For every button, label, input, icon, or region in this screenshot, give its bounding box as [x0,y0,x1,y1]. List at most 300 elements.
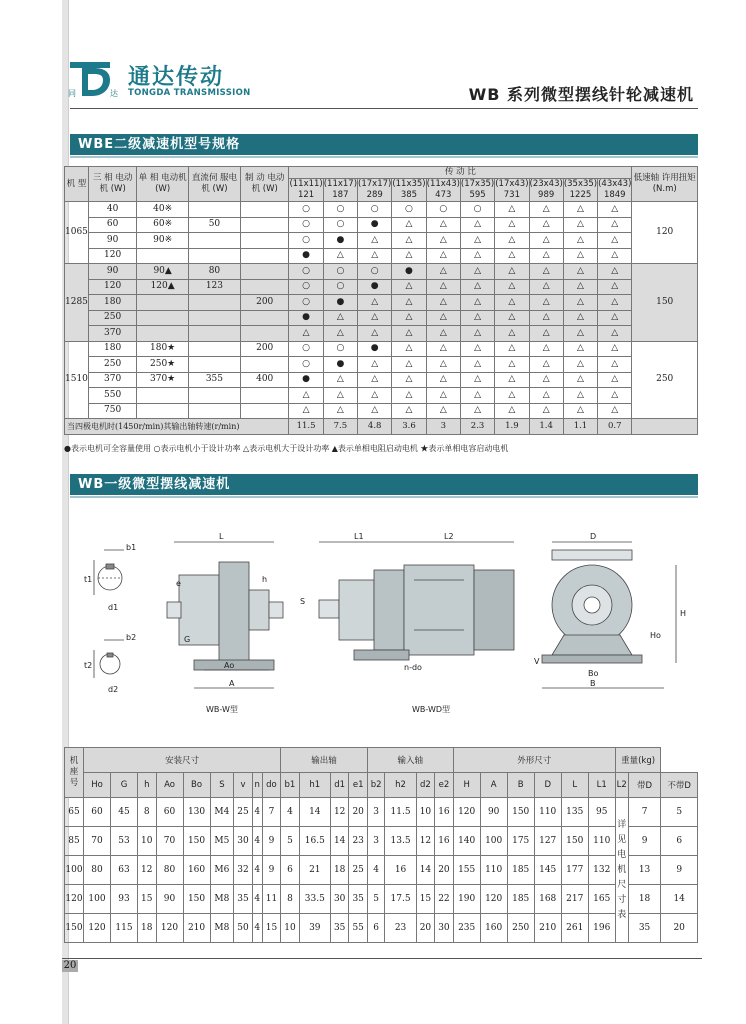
footer-divider [62,958,702,959]
col-header: h [138,773,156,798]
ratio-mark: △ [529,217,563,233]
motor-dc-cell: 50 [188,217,240,233]
dim-cell: 210 [534,914,561,943]
torque-cell: 250 [632,341,698,419]
speed-value: 4.8 [358,419,392,435]
ratio-mark: △ [598,326,632,342]
dim-cell: 168 [534,885,561,914]
hdr-outline: 外形尺寸 [453,748,615,773]
dim-cell: 210 [183,914,210,943]
ratio-mark: △ [426,372,460,388]
dim-B: B [590,679,596,688]
ratio-mark: △ [392,403,426,419]
motor-three-cell: 180 [88,341,136,357]
dim-Ao: Ao [224,661,235,670]
ratio-pair: (17x17) [358,179,392,189]
dim-cell: 14 [416,856,434,885]
dim-cell: 63 [111,856,138,885]
motor-brake-cell: 200 [240,295,288,311]
ratio-mark: △ [495,372,529,388]
dim-cell: 196 [588,914,615,943]
section-title-wb: WB一级微型摆线减速机 [70,474,698,495]
dim-cell: 120 [453,798,480,827]
motor-three-cell: 250 [88,310,136,326]
dim-d1: d1 [108,603,119,612]
spec-row [65,217,698,233]
hdr-ratio-group: 传 动 比 [289,167,632,179]
ratio-mark: △ [358,295,392,311]
ratio-mark: △ [529,279,563,295]
dim-cell: 190 [453,885,480,914]
dim-t2: t2 [84,661,93,670]
ratio-pair: (11x11) [289,179,323,189]
ratio-value: 473 [435,190,452,200]
speed-value: 3 [426,419,460,435]
dim-cell: 20 [416,914,434,943]
dim-cell: 235 [453,914,480,943]
ratio-mark: ● [392,264,426,280]
ratio-mark: △ [426,403,460,419]
dim-L: L [219,532,224,541]
motor-dc-cell [188,310,240,326]
dim-cell: 70 [84,827,111,856]
dim-cell: 14 [299,798,330,827]
ratio-mark: △ [598,217,632,233]
ratio-mark: ● [323,295,357,311]
ratio-mark: ● [289,372,323,388]
dim-cell: 60 [84,798,111,827]
spec-row [65,310,698,326]
dim-e: e [176,579,181,588]
dim-cell: 45 [111,798,138,827]
dim-cell: 135 [561,798,588,827]
ratio-mark: △ [495,264,529,280]
ratio-mark: ○ [289,279,323,295]
motor-single-cell [137,248,189,264]
motor-three-cell: 370 [88,372,136,388]
ratio-value: 1225 [569,190,592,200]
ratio-mark: △ [358,403,392,419]
col-header: A [480,773,507,798]
ratio-mark: △ [529,326,563,342]
speed-value: 7.5 [323,419,357,435]
ratio-mark: △ [426,295,460,311]
col-header: d1 [330,773,348,798]
ratio-mark: △ [426,279,460,295]
speed-value: 0.7 [598,419,632,435]
dim-cell: 80 [84,856,111,885]
ratio-mark: △ [426,264,460,280]
wb-w-body [219,562,249,662]
dim-cell: 177 [561,856,588,885]
motor-brake-cell [240,248,288,264]
spec-row [65,233,698,249]
frame-cell: 100 [65,856,84,885]
motor-three-cell: 370 [88,326,136,342]
dim-cell: 15 [416,885,434,914]
col-header: b1 [281,773,299,798]
motor-three-cell: 180 [88,295,136,311]
motor-brake-cell [240,202,288,218]
motor-three-cell: 750 [88,403,136,419]
ratio-mark: △ [598,388,632,404]
ratio-mark: △ [358,388,392,404]
ratio-mark: △ [563,372,597,388]
motor-dc-cell [188,388,240,404]
dim-cell: 35 [349,885,367,914]
ratio-mark: △ [529,310,563,326]
ratio-mark: △ [598,403,632,419]
ratio-mark: △ [495,217,529,233]
ratio-mark: △ [289,388,323,404]
ratio-mark: ○ [289,357,323,373]
dim-cell: 120 [84,914,111,943]
dim-cell: 5 [281,827,299,856]
ratio-mark: △ [563,202,597,218]
ratio-mark: △ [358,233,392,249]
ratio-mark: △ [529,202,563,218]
spec-row [65,403,698,419]
motor-single-cell: 90▲ [137,264,189,280]
ratio-value: 595 [469,190,486,200]
ratio-mark: ● [358,279,392,295]
ratio-mark: ● [323,357,357,373]
motor-brake-cell [240,264,288,280]
dim-cell: 9 [628,827,661,856]
dim-cell: 11.5 [385,798,416,827]
dim-cell: 12 [330,798,348,827]
hdr-model: 机 型 [65,167,89,202]
frame-cell: 85 [65,827,84,856]
dim-Bo: Bo [588,669,599,678]
motor-brake-cell: 400 [240,372,288,388]
model-cell: 1510 [65,341,89,419]
dim-b1: b1 [126,543,137,552]
col-header: S [210,773,234,798]
dim-cell: 35 [628,914,661,943]
page-title: WB 系列微型摆线针轮减速机 [468,85,694,104]
dim-cell: 20 [435,856,453,885]
dim-cell: 6 [367,914,385,943]
ratio-mark: △ [495,341,529,357]
dim-cell: 175 [507,827,534,856]
motor-three-cell: 40 [88,202,136,218]
logo-text-right: 达 [110,89,118,98]
ratio-mark: ○ [289,341,323,357]
ratio-mark: △ [495,279,529,295]
motor-brake-cell [240,357,288,373]
dim-row [65,885,698,914]
ratio-mark: △ [563,248,597,264]
motor-dc-cell [188,248,240,264]
caption-wb-wd: WB-WD型 [412,705,451,714]
motor-dc-cell [188,357,240,373]
dim-cell: 23 [349,827,367,856]
frame-cell: 65 [65,798,84,827]
dim-cell: 35 [330,914,348,943]
ratio-mark: △ [529,233,563,249]
ratio-mark: △ [563,233,597,249]
hdr-dc-servo: 直流伺 服电机 (W) [188,167,240,202]
ratio-mark: △ [289,326,323,342]
dim-cell: 70 [156,827,183,856]
motor-three-cell: 550 [88,388,136,404]
page-number: 20 [63,960,77,971]
model-cell: 1285 [65,264,89,342]
ratio-mark: △ [529,403,563,419]
speed-blank [632,419,698,435]
ratio-mark: △ [392,372,426,388]
dim-cell: 4 [252,798,262,827]
dim-cell: 120 [480,885,507,914]
col-header: Ao [156,773,183,798]
ratio-mark: △ [392,295,426,311]
ratio-mark: △ [358,326,392,342]
dim-cell: 4 [252,856,262,885]
speed-label: 当四极电机时(1450r/min)其输出轴转速(r/min) [65,419,289,435]
dim-cell: 217 [561,885,588,914]
wbe-spec-table [64,166,698,435]
col-header: 带D [628,773,661,798]
dim-cell: 110 [588,827,615,856]
motor-dc-cell [188,202,240,218]
ratio-mark: △ [289,403,323,419]
ratio-mark: △ [392,357,426,373]
dim-cell: 150 [561,827,588,856]
ratio-mark: △ [323,310,357,326]
hdr-ratio [323,179,357,202]
ratio-mark: ● [289,310,323,326]
speed-value: 3.6 [392,419,426,435]
hdr-install: 安装尺寸 [84,748,281,773]
ratio-mark: △ [495,326,529,342]
col-header: Bo [183,773,210,798]
logo-text-left: 同 [68,89,76,98]
dim-t1: t1 [84,575,93,584]
motor-three-cell: 120 [88,279,136,295]
ratio-mark: △ [563,295,597,311]
spec-row [65,388,698,404]
dim-cell: 16 [385,856,416,885]
dim-cell: 160 [183,856,210,885]
dim-cell: 4 [281,798,299,827]
dim-cell: 15 [262,914,280,943]
spec-row [65,248,698,264]
motor-dc-cell [188,403,240,419]
ratio-mark: △ [323,326,357,342]
motor-three-cell: 120 [88,248,136,264]
ratio-mark: △ [426,341,460,357]
ratio-mark: △ [529,341,563,357]
model-cell: 1065 [65,202,89,264]
ratio-mark: △ [495,388,529,404]
dim-cell: 95 [588,798,615,827]
col-header: e1 [349,773,367,798]
section-title-wbe: WBE二级减速机型号规格 [70,134,698,155]
col-header: B [507,773,534,798]
torque-cell: 150 [632,264,698,342]
dim-cell: 18 [138,914,156,943]
dim-cell: 16 [435,798,453,827]
ratio-mark: △ [460,388,494,404]
dim-cell: 165 [588,885,615,914]
motor-dc-cell: 123 [188,279,240,295]
col-header: n [252,773,262,798]
ratio-mark: ○ [289,217,323,233]
dim-cell: 35 [234,885,252,914]
motor-brake-cell [240,403,288,419]
hdr-ratio [529,179,563,202]
hdr-output-shaft: 输出轴 [281,748,368,773]
dim-cell: M8 [210,914,234,943]
ratio-mark: △ [358,357,392,373]
dim-cell: 10 [138,827,156,856]
hdr-single-phase: 单 相 电动机 (W) [137,167,189,202]
speed-value: 2.3 [460,419,494,435]
col-header: h2 [385,773,416,798]
ratio-mark: ○ [323,264,357,280]
ratio-pair: (43x43) [598,179,632,189]
wb-wd-reducer [339,580,374,640]
spec-row [65,326,698,342]
col-header: 不带D [661,773,698,798]
header-divider [70,108,698,109]
dim-L2: L2 [444,532,454,541]
dim-row [65,914,698,943]
dim-G: G [184,635,191,644]
dim-cell: 155 [453,856,480,885]
motor-brake-cell [240,279,288,295]
dim-D: D [590,532,597,541]
speed-row [65,419,698,435]
dim-cell: 60 [156,798,183,827]
speed-value: 11.5 [289,419,323,435]
col-header: L [561,773,588,798]
ratio-mark: △ [495,310,529,326]
ratio-mark: △ [598,264,632,280]
dim-V: V [534,657,540,666]
dim-cell: 145 [534,856,561,885]
dim-cell: 10 [416,798,434,827]
ratio-mark: ○ [426,202,460,218]
ratio-mark: △ [358,310,392,326]
ratio-mark: △ [529,372,563,388]
dim-row [65,856,698,885]
ratio-mark: ○ [289,233,323,249]
ratio-mark: △ [358,248,392,264]
col-header: do [262,773,280,798]
dim-cell: 21 [299,856,330,885]
dim-cell: 16.5 [299,827,330,856]
ratio-mark: △ [598,295,632,311]
dim-cell: 8 [281,885,299,914]
frame-cell: 120 [65,885,84,914]
dim-cell: 18 [628,885,661,914]
dim-cell: 115 [111,914,138,943]
ratio-mark: △ [392,341,426,357]
ratio-mark: ● [289,248,323,264]
hdr-ratio [598,179,632,202]
dim-row [65,827,698,856]
ratio-mark: △ [529,357,563,373]
dim-cell: 7 [628,798,661,827]
dim-cell: 93 [111,885,138,914]
motor-single-cell [137,310,189,326]
dim-cell: 132 [588,856,615,885]
ratio-mark: ○ [358,264,392,280]
dim-cell: 14 [330,827,348,856]
dim-cell: 9 [661,856,698,885]
dim-cell: 25 [234,798,252,827]
dim-cell: 25 [349,856,367,885]
ratio-mark: △ [460,341,494,357]
ratio-value: 1849 [603,190,626,200]
ratio-mark: △ [323,248,357,264]
ratio-mark: △ [563,264,597,280]
wb-wd-motor [474,570,514,650]
dim-cell: 13 [628,856,661,885]
caption-wb-w: WB-W型 [206,705,238,714]
spec-row [65,357,698,373]
ratio-mark: △ [358,372,392,388]
ratio-mark: ○ [289,202,323,218]
dim-b2: b2 [126,633,137,642]
dim-cell: 150 [183,885,210,914]
motor-dc-cell [188,295,240,311]
dim-cell: 127 [534,827,561,856]
dim-row [65,798,698,827]
ratio-mark: △ [598,248,632,264]
hdr-ratio [289,179,323,202]
speed-value: 1.9 [495,419,529,435]
ratio-mark: △ [426,326,460,342]
ratio-mark: △ [323,372,357,388]
ratio-mark: △ [392,310,426,326]
dim-cell: 90 [480,798,507,827]
ratio-mark: △ [460,372,494,388]
dim-cell: 12 [138,856,156,885]
dim-cell: 5 [661,798,698,827]
motor-dc-cell [188,326,240,342]
dim-cell: 150 [507,798,534,827]
spec-row [65,295,698,311]
spec-row [65,372,698,388]
ratio-mark: ○ [289,295,323,311]
ratio-mark: △ [392,279,426,295]
dim-cell: 9 [262,856,280,885]
dim-cell: 32 [234,856,252,885]
motor-single-cell: 60※ [137,217,189,233]
motor-dc-cell [188,233,240,249]
hdr-brake: 制 动 电动机 (W) [240,167,288,202]
dim-H: H [680,609,687,618]
ratio-mark: △ [323,403,357,419]
dim-cell: 160 [480,914,507,943]
motor-three-cell: 90 [88,264,136,280]
ratio-mark: △ [598,372,632,388]
ratio-pair: (35x35) [563,179,598,189]
dim-d2: d2 [108,685,119,694]
brand-name-cn: 通达传动 [128,65,225,90]
ratio-pair: (11x35) [392,179,426,189]
hdr-weight: 重量(kg) [615,748,661,773]
ratio-mark: △ [563,310,597,326]
dim-cell: 100 [84,885,111,914]
motor-single-cell: 370★ [137,372,189,388]
dim-cell: 7 [262,798,280,827]
ratio-mark: △ [460,326,494,342]
ratio-pair: (17x35) [460,179,495,189]
